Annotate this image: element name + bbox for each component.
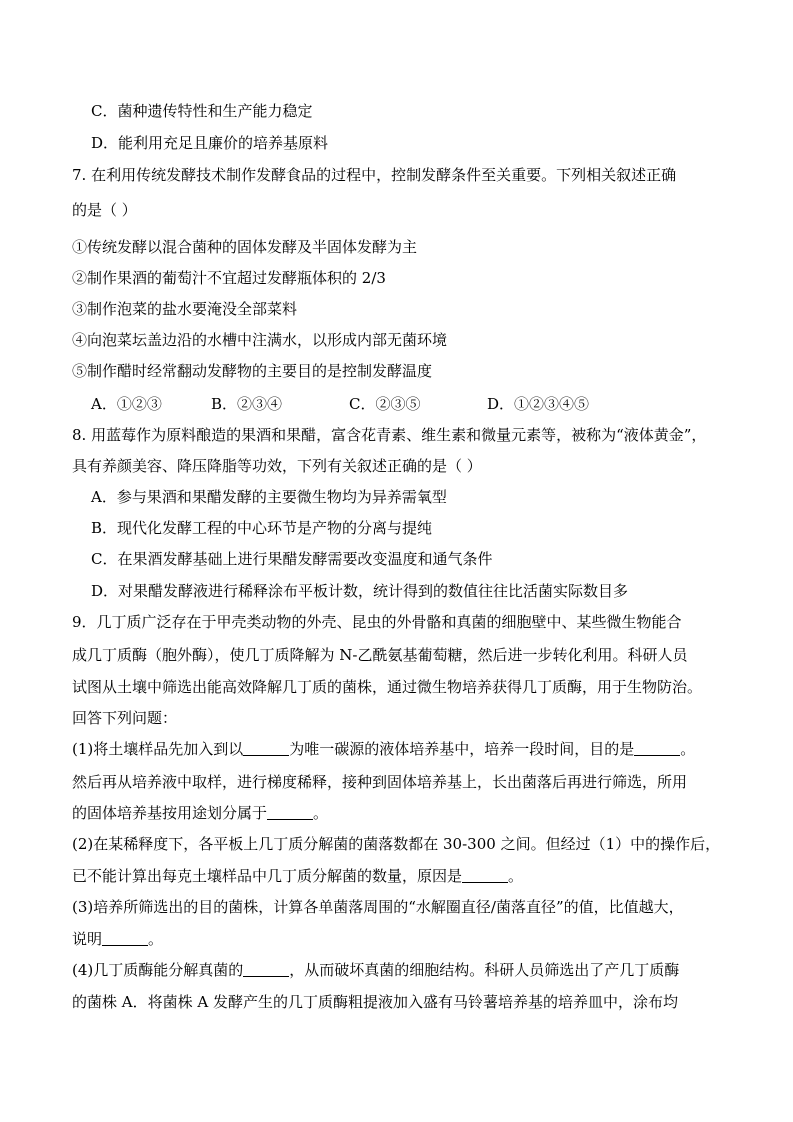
q7-option-d: D．①②③④⑤ <box>487 395 590 413</box>
q9-part2-line2 <box>72 866 523 886</box>
q9-part4-line2: 的菌株 A．将菌株 A 发酵产生的几丁质酶粗提液加入盛有马铃薯培养基的培养皿中，涂布均 <box>72 993 678 1011</box>
q9-intro-line3: 试图从土壤中筛选出能高效降解几丁质的菌株，通过微生物培养获得几丁质酶，用于生物防治。 <box>72 678 703 696</box>
q7-statement-1: ①传统发酵以混合菌种的固体发酵及半固体发酵为主 <box>72 238 418 256</box>
q9-p1-text-a: (1)将土壤样品先加入到以 <box>72 740 244 758</box>
q9-part3-line2 <box>72 929 163 949</box>
q9-part1-line1 <box>72 739 695 759</box>
q7-option-a: A．①②③ <box>91 395 162 413</box>
answer-blank[interactable] <box>243 962 289 977</box>
answer-blank[interactable] <box>102 931 148 946</box>
q6-option-c: C．菌种遗传特性和生产能力稳定 <box>91 102 313 120</box>
q9-part3-line1: (3)培养所筛选出的目的菌株，计算各单菌落周围的“水解圈直径/菌落直径”的值，比值越大， <box>72 898 684 916</box>
q8-option-b: B．现代化发酵工程的中心环节是产物的分离与提纯 <box>91 519 433 537</box>
q9-p1-text-b: 为唯一碳源的液体培养基中，培养一段时间，目的是 <box>289 740 635 758</box>
q9-part1-line3 <box>72 803 328 823</box>
q8-stem-line1: 8. 用蓝莓作为原料酿造的果酒和果醋，富含花青素、维生素和微量元素等，被称为“液体黄金”， <box>72 426 707 444</box>
q7-statement-4: ④向泡菜坛盖边沿的水槽中注满水，以形成内部无菌环境 <box>72 331 448 349</box>
q8-option-a: A．参与果酒和果醋发酵的主要微生物均为异养需氧型 <box>91 488 447 506</box>
q6-option-d: D．能利用充足且廉价的培养基原料 <box>91 134 329 152</box>
q7-stem-line2: 的是（ ） <box>72 201 137 219</box>
q9-part4-line1 <box>72 960 679 980</box>
q7-option-b: B．②③④ <box>211 395 283 413</box>
q8-option-c: C．在果酒发酵基础上进行果醋发酵需要改变温度和通气条件 <box>91 550 493 568</box>
q7-statement-5: ⑤制作醋时经常翻动发酵物的主要目的是控制发酵温度 <box>72 362 433 380</box>
answer-blank[interactable] <box>462 868 508 883</box>
q9-intro-line4: 回答下列问题： <box>72 709 178 727</box>
q7-statement-2: ②制作果酒的葡萄汁不宜超过发酵瓶体积的 2/3 <box>72 269 386 287</box>
q7-statement-3: ③制作泡菜的盐水要淹没全部菜料 <box>72 300 298 318</box>
answer-blank[interactable] <box>243 741 289 756</box>
q7-option-c: C．②③⑤ <box>349 395 421 413</box>
q9-p4-text-b: ，从而破坏真菌的细胞结构。科研人员筛选出了产几丁质酶 <box>289 961 680 979</box>
q9-p1-line3-text-a: 的固体培养基按用途划分属于 <box>72 804 268 822</box>
q9-p4-text-a: (4)几丁质酶能分解真菌的 <box>72 961 244 979</box>
q9-part2-line1: (2)在某稀释度下，各平板上几丁质分解菌的菌落数都在 30-300 之间。但经过（1）中的操作后， <box>72 835 721 853</box>
q8-option-d: D．对果醋发酵液进行稀释涂布平板计数，统计得到的数值往往比活菌实际数目多 <box>91 582 629 600</box>
q9-part1-line2: 然后再从培养液中取样，进行梯度稀释，接种到固体培养基上，长出菌落后再进行筛选，所用 <box>72 773 688 791</box>
q9-p1-text-c: 。 <box>680 740 696 758</box>
q8-stem-line2: 具有养颜美容、降压降脂等功效，下列有关叙述正确的是（ ） <box>72 457 482 475</box>
q9-p1-line3-text-b: 。 <box>313 804 329 822</box>
answer-blank[interactable] <box>267 805 313 820</box>
q7-stem-line1: 7. 在利用传统发酵技术制作发酵食品的过程中，控制发酵条件至关重要。下列相关叙述正确 <box>72 166 677 184</box>
q9-p3-text-b: 。 <box>148 930 164 948</box>
q9-intro-line1: 9．几丁质广泛存在于甲壳类动物的外壳、昆虫的外骨骼和真菌的细胞壁中、某些微生物能合 <box>72 613 682 631</box>
q9-p2-text-a: 已不能计算出每克土壤样品中几丁质分解菌的数量，原因是 <box>72 867 463 885</box>
q9-p2-text-b: 。 <box>508 867 524 885</box>
q9-intro-line2: 成几丁质酶（胞外酶），使几丁质降解为 N-乙酰氨基葡萄糖，然后进一步转化利用。科研人员 <box>72 646 688 664</box>
q9-p3-text-a: 说明 <box>72 930 103 948</box>
answer-blank[interactable] <box>634 741 680 756</box>
